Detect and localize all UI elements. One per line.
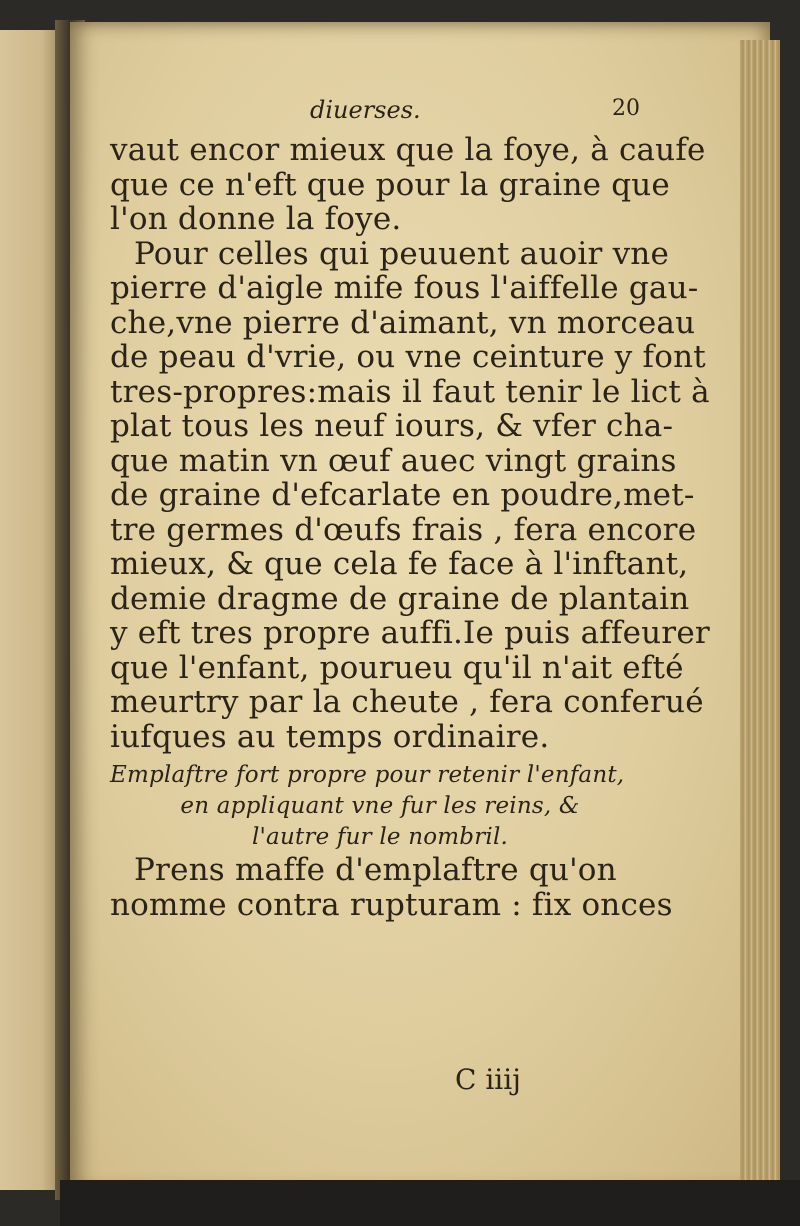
- text-line: nomme contra rupturam : fix onces: [110, 886, 673, 923]
- text-line: Prens maffe d'emplaftre qu'on: [134, 852, 617, 888]
- page-text: [110, 132, 710, 923]
- text-line: tres-propres:mais il faut tenir le lict à: [110, 373, 710, 410]
- text-line: l'on donne la foye.: [110, 201, 402, 237]
- text-line: de graine d'efcarlate en poudre,met-: [110, 477, 695, 513]
- text-line: tre germes d'œufs frais , fera encore: [110, 511, 697, 548]
- text-line: vaut encor mieux que la foye, à caufe: [110, 132, 706, 168]
- text-line: che,vne pierre d'aimant, vn morceau: [110, 304, 696, 341]
- text-line: de peau d'vrie, ou vne ceinture y font: [110, 339, 706, 375]
- text-line: mieux, & que cela fe face à l'inftant,: [110, 546, 689, 582]
- paragraph-1: [110, 132, 706, 237]
- text-line: que l'enfant, pourueu qu'il n'ait efté: [110, 649, 684, 686]
- text-line: Pour celles qui peuuent auoir vne: [134, 235, 669, 272]
- signature-mark: C iiij: [455, 1063, 521, 1096]
- text-line: pierre d'aigle mife fous l'aiffelle gau-: [110, 270, 699, 306]
- text-line: y eft tres propre auffi.Ie puis affeurer: [110, 615, 710, 651]
- page-number: 20: [612, 96, 640, 121]
- text-line: plat tous les neuf iours, & vfer cha-: [110, 408, 674, 444]
- text-line: demie dragme de graine de plantain: [110, 580, 690, 617]
- text-line: que matin vn œuf auec vingt grains: [110, 442, 677, 479]
- paragraph-2: [110, 235, 710, 755]
- text-line: iufques au temps ordinaire.: [110, 718, 550, 755]
- running-head: diuerses.: [310, 96, 421, 124]
- section-heading: [110, 760, 650, 853]
- heading-line: Emplaftre fort propre pour retenir l'enfant,: [110, 762, 625, 788]
- paragraph-3: [110, 852, 673, 923]
- page-stack-edge: [740, 40, 780, 1190]
- heading-line: l'autre fur le nombril.: [251, 824, 509, 850]
- text-line: que ce n'eft que pour la graine que: [110, 166, 670, 203]
- heading-line: en appliquant vne fur les reins, &: [180, 793, 580, 819]
- text-line: meurtry par la cheute , fera conferué: [110, 684, 704, 720]
- scan-background: [60, 1180, 800, 1226]
- page-header: [300, 96, 640, 130]
